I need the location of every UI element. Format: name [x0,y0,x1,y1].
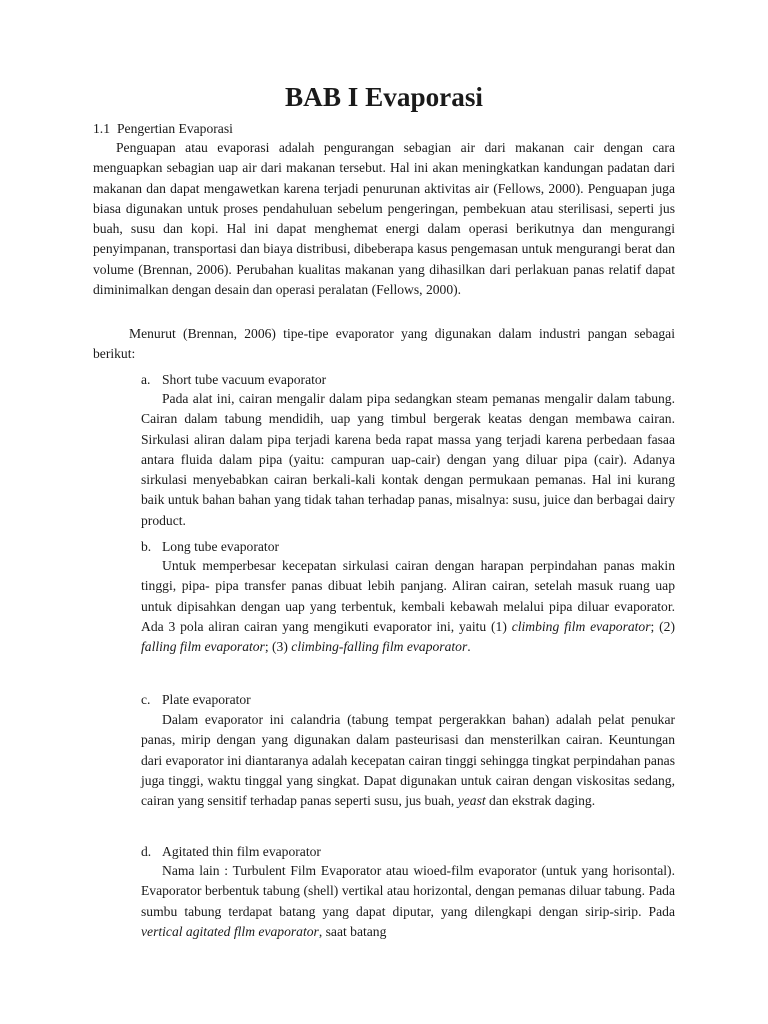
emphasis-text: falling film evaporator [141,639,265,655]
emphasis-text: vertical agitated fllm evaporator [141,923,319,939]
list-item-body-d [141,861,675,942]
body-text: Nama lain : Turbulent Film Evaporator atau wioed-film evaporator (untuk yang horisontal). Evaporator berbentuk tabung (shell) vertikal atau horizontal, dengan pemanas diluar tabung. Pada sumbu tabung terdapat batang yang dapat diputar, yang dilengkapi dengan sirip-sirip. Pada [141,863,675,919]
section-heading [93,119,233,139]
body-text: Untuk memperbesar kecepatan sirkulasi cairan dengan harapan perpindahan panas makin tinggi, pipa- pipa transfer panas dibuat lebih panjang. Aliran cairan, setelah masuk ruang uap untuk dipisahkan dengan uap yang terbentuk, kembali kebawah melalui pipa diluar evaporator. Ada 3 pola aliran cairan yang mengikuti evaporator ini, yaitu (1) [141,558,675,634]
list-marker: d. [141,844,152,859]
body-text: . [467,639,471,655]
intro-paragraph: Penguapan atau evaporasi adalah pengurangan sebagian air dari makanan cair dengan cara menguapkan sebagian uap air dari makanan tersebut. Hal ini akan meningkatkan kandungan padatan dari makanan dan dapat mengawetkan karena terjadi penurunan aktivitas air (Fellows, 2000). Penguapan juga biasa digunakan untuk proses pendahuluan sebelum pengeringan, pembekuan atau sterilisasi, seperti jus buah, susu dan kopi. Hal ini dapat menghemat energi dalam operasi berikutnya dan mengurangi penyimpanan, transportasi dan biaya distribusi, dibeberapa kasus pengemasan untuk mengurangi berat dan volume (Brennan, 2006). Perubahan kualitas makanan yang dihasilkan dari perlakuan panas relatif dapat diminimalkan dengan desain dan operasi peralatan (Fellows, 2000). [93,140,675,298]
list-item-body-b [141,556,675,657]
section-title: Pengertian Evaporasi [117,121,233,136]
body-text: , saat batang [318,923,387,939]
list-item-body-c [141,710,675,811]
section-number: 1.1 [93,121,110,136]
types-intro-paragraph: Menurut (Brennan, 2006) tipe-tipe evaporator yang digunakan dalam industri pangan sebagai berikut: [93,326,675,362]
list-item-title: Long tube evaporator [162,539,280,554]
emphasis-text: climbing film evaporator [511,618,651,634]
list-item-title: Short tube vacuum evaporator [162,372,327,387]
emphasis-text: climbing-falling film evaporator [291,639,468,655]
list-item-title: Agitated thin film evaporator [162,844,321,859]
body-text: dan ekstrak daging. [485,793,596,809]
list-item-heading-d [141,842,321,862]
list-marker: b. [141,539,152,554]
list-item-body-a: Pada alat ini, cairan mengalir dalam pipa sedangkan steam pemanas mengalir dalam tabung. Cairan dalam tabung mendidih, uap yang timbul bergerak keatas dengan membawa cairan. Sirkulasi aliran dalam pipa terjadi karena beda rapat massa yang terjadi karena perbedaan fasaa antara fluida dalam pipa (yaitu: campuran uap-cair) dengan yang diluar pipa (cair). Adanya sirkulasi menyebabkan cairan berkali-kali kontak dengan permukaan pemanas. Hal ini kurang baik untuk bahan bahan yang tidak tahan terhadap panas, misalnya: susu, juice dan berbagai dairy product. [141,391,675,528]
list-marker: c. [141,692,151,707]
list-item-heading-a [141,370,326,390]
list-item-title: Plate evaporator [162,692,251,707]
list-item-heading-c [141,690,251,710]
body-text: ; (2) [650,618,675,634]
chapter-title: BAB I Evaporasi [285,82,483,112]
body-text: ; (3) [264,639,292,655]
emphasis-text: yeast [457,793,486,809]
list-item-heading-b [141,537,279,557]
body-text: Dalam evaporator ini calandria (tabung tempat pergerakkan bahan) adalah pelat penukar panas, mirip dengan yang digunakan dalam pasteurisasi dan mensterilkan cairan. Keuntungan dari evaporator ini diantaranya adalah kecepatan cairan tinggi sehingga tingkat perpindahan panas juga tinggi, waktu tinggal yang singkat. Dapat digunakan untuk cairan dengan viskositas sedang, cairan yang sensitif terhadap panas seperti susu, jus buah, [141,712,675,809]
list-marker: a. [141,372,151,387]
